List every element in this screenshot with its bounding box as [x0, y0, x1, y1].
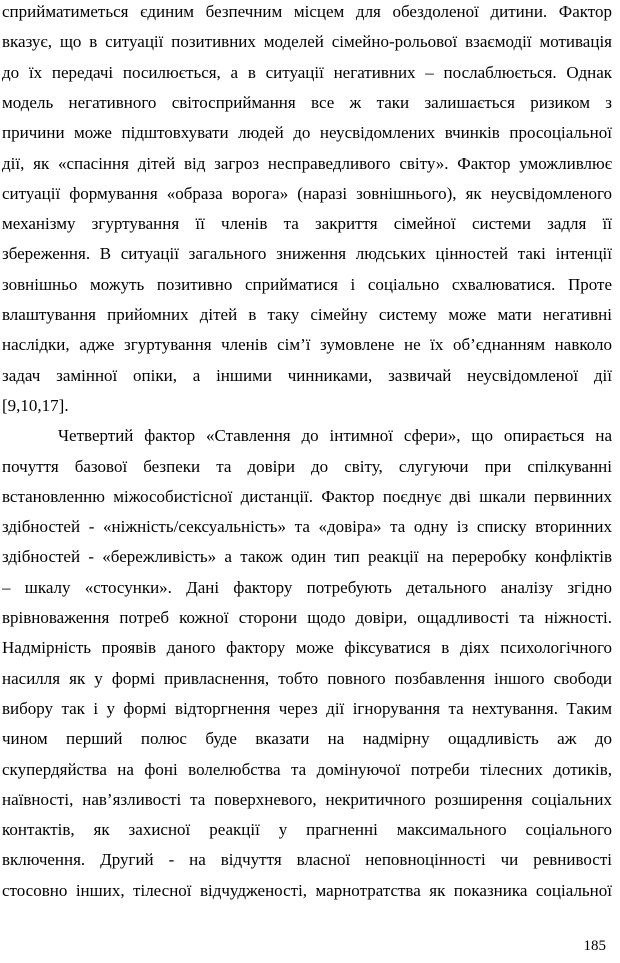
text-line: зовнішньо можуть позитивно сприйматися і соціально схвалюватися. Проте: [2, 274, 612, 294]
text-line: скупердяйства на фоні волелюбства та домінуючої потреби тілесних дотиків,: [2, 759, 612, 779]
text-line: контактів, як захисної реакції у прагненні максимального соціального: [2, 820, 612, 840]
text-line: Четвертий фактор «Ставлення до інтимної сфери», що опирається на: [58, 426, 612, 446]
text-line: вибору так і у формі відторгнення через дії ігнорування та нехтування. Таким: [2, 698, 612, 718]
text-line: почуття базової безпеки та довіри до світу, слугуючи при спілкуванні: [2, 456, 612, 476]
page-number: 185: [583, 938, 606, 954]
text-line: [9,10,17].: [2, 395, 69, 415]
text-line: збереження. В ситуації загального зниження людських цінностей такі інтенції: [2, 244, 612, 264]
text-line: здібностей - «бережливість» а також один тип реакції на переробку конфліктів: [2, 547, 612, 567]
text-line: задач замінної опіки, а іншими чинниками, зазвичай неусвідомленої дії: [2, 365, 612, 385]
text-line: врівноваження потреб кожної сторони щодо довіри, ощадливості та ніжності.: [2, 608, 612, 627]
text-line: стосовно інших, тілесної відчудженості, марнотратства як показника соціальної: [2, 880, 612, 900]
text-line: Надмірність проявів даного фактору може фіксуватися в діях психологічного: [2, 638, 612, 658]
text-line: наслідки, адже згуртування членів сім’ї зумовлене не їх об’єднанням навколо: [2, 335, 612, 355]
text-line: механізму згуртування її членів та закриття сімейної системи задля її: [2, 214, 612, 234]
text-line: сприйматиметься єдиним безпечним місцем для обездоленої дитини. Фактор: [2, 2, 612, 21]
text-line: наївності, нав’язливості та поверхневого, некритичного розширення соціальних: [2, 789, 612, 809]
text-line: насилля як у формі привласнення, тобто повного позбавлення іншого свободи: [2, 668, 612, 688]
text-line: встановленню міжособистісної дистанції. Фактор поєднує дві шкали первинних: [2, 486, 612, 506]
text-line: дії, як «спасіння дітей від загроз несправедливого світу». Фактор уможливлює: [2, 153, 612, 173]
text-line: до їх передачі посилюється, а в ситуації негативних – послаблюється. Однак: [2, 62, 612, 82]
text-line: причини може підштовхувати людей до неусвідомлених вчинків просоціальної: [2, 123, 612, 143]
text-line: ситуації формування «образа ворога» (наразі зовнішнього), як неусвідомленого: [2, 183, 612, 203]
text-line: – шкалу «стосунки». Дані фактору потребують детального аналізу згідно: [2, 577, 612, 597]
text-line: влаштування прийомних дітей в таку сімейну систему може мати негативні: [2, 305, 612, 324]
text-line: включення. Другий - на відчуття власної неповноцінності чи ревнивості: [2, 850, 612, 870]
text-line: вказує, що в ситуації позитивних моделей сімейно-рольової взаємодії мотивація: [2, 32, 612, 52]
text-line: модель негативного світосприймання все ж таки залишається ризиком з: [2, 92, 612, 112]
text-line: чином перший полюс буде вказати на надмірну ощадливість аж до: [2, 729, 612, 749]
text-line: здібностей - «ніжність/сексуальність» та «довіра» та одну із списку вторинних: [2, 517, 612, 537]
